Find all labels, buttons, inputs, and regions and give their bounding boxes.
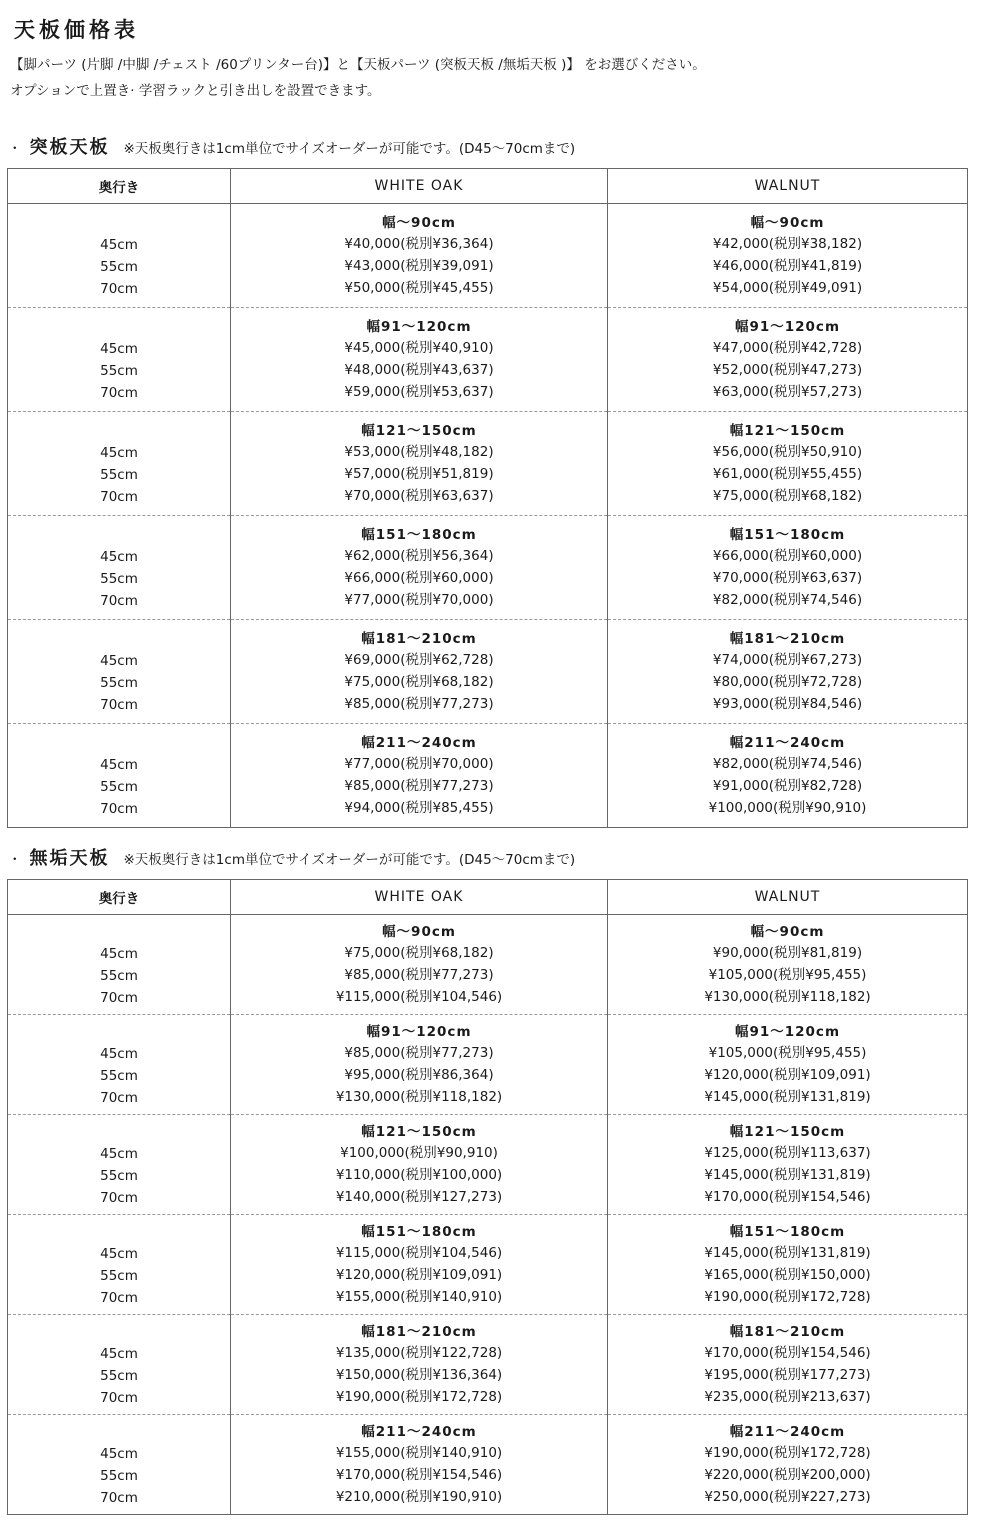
depth-label: 45cm xyxy=(100,756,138,773)
walnut-price-cell xyxy=(608,204,968,308)
depth-label: 45cm xyxy=(100,340,138,357)
depth-cell xyxy=(8,308,231,412)
depth-label: 55cm xyxy=(100,1067,138,1084)
price-text: ¥66,000(税別¥60,000) xyxy=(712,547,863,564)
walnut-price-cell xyxy=(608,1315,968,1415)
price-text: ¥82,000(税別¥74,546) xyxy=(712,755,863,772)
price-text: ¥40,000(税別¥36,364) xyxy=(344,235,494,252)
depth-label: 70cm xyxy=(100,280,138,297)
width-range: 幅151〜180cm xyxy=(361,526,477,543)
width-range: 幅91〜120cm xyxy=(366,1023,472,1040)
price-text: ¥53,000(税別¥48,182) xyxy=(344,443,494,460)
price-text: ¥130,000(税別¥118,182) xyxy=(335,1088,503,1105)
price-text: ¥45,000(税別¥40,910) xyxy=(344,339,494,356)
walnut-price-cell xyxy=(608,724,968,828)
column-header-depth: 奥行き xyxy=(8,880,231,915)
price-text: ¥170,000(税別¥154,546) xyxy=(335,1466,503,1483)
price-text: ¥220,000(税別¥200,000) xyxy=(704,1466,871,1483)
walnut-price-cell xyxy=(608,1015,968,1115)
width-range: 幅91〜120cm xyxy=(366,318,472,335)
column-header-depth: 奥行き xyxy=(8,169,231,204)
section-note: ※天板奥行きは1cm単位でサイズオーダーが可能です。(D45〜70cmまで) xyxy=(123,141,576,157)
price-text: ¥145,000(税別¥131,819) xyxy=(704,1244,871,1261)
depth-cell xyxy=(8,204,231,308)
price-text: ¥77,000(税別¥70,000) xyxy=(344,755,494,772)
price-text: ¥94,000(税別¥85,455) xyxy=(344,799,494,816)
price-text: ¥145,000(税別¥131,819) xyxy=(704,1088,871,1105)
depth-label: 45cm xyxy=(100,236,138,253)
depth-label: 70cm xyxy=(100,384,138,401)
price-text: ¥135,000(税別¥122,728) xyxy=(335,1344,503,1361)
width-range: 幅121〜150cm xyxy=(729,422,846,439)
price-text: ¥48,000(税別¥43,637) xyxy=(344,361,494,378)
intro-line: 【脚パーツ (片脚 /中脚 /チェスト /60プリンター台)】と【天板パーツ (突板天板 /無垢天板 )】 をお選びください。 xyxy=(10,57,706,73)
white-oak-price-cell xyxy=(231,1215,608,1315)
price-text: ¥47,000(税別¥42,728) xyxy=(712,339,863,356)
price-text: ¥170,000(税別¥154,546) xyxy=(704,1344,871,1361)
depth-label: 55cm xyxy=(100,258,138,275)
price-text: ¥190,000(税別¥172,728) xyxy=(704,1288,871,1305)
depth-cell xyxy=(8,915,231,1015)
table-row xyxy=(8,915,968,1015)
depth-label: 55cm xyxy=(100,466,138,483)
price-text: ¥155,000(税別¥140,910) xyxy=(335,1288,503,1305)
price-text: ¥125,000(税別¥113,637) xyxy=(704,1144,871,1161)
table-header-row xyxy=(8,169,968,204)
table-row xyxy=(8,724,968,828)
depth-label: 45cm xyxy=(100,945,138,962)
price-text: ¥105,000(税別¥95,455) xyxy=(708,1044,867,1061)
depth-spacer xyxy=(8,1121,230,1143)
price-text: ¥91,000(税別¥82,728) xyxy=(712,777,863,794)
price-text: ¥140,000(税別¥127,273) xyxy=(335,1188,503,1205)
white-oak-price-cell xyxy=(231,915,608,1015)
price-text: ¥59,000(税別¥53,637) xyxy=(344,383,494,400)
width-range: 幅91〜120cm xyxy=(734,1023,841,1040)
white-oak-price-cell xyxy=(231,620,608,724)
depth-label: 55cm xyxy=(100,362,138,379)
width-range: 幅151〜180cm xyxy=(361,1223,477,1240)
section-note: ※天板奥行きは1cm単位でサイズオーダーが可能です。(D45〜70cmまで) xyxy=(123,852,576,868)
depth-spacer xyxy=(8,524,230,546)
price-text: ¥70,000(税別¥63,637) xyxy=(344,487,494,504)
depth-label: 70cm xyxy=(100,1389,138,1406)
price-text: ¥75,000(税別¥68,182) xyxy=(344,673,494,690)
depth-label: 70cm xyxy=(100,488,138,505)
depth-label: 70cm xyxy=(100,1489,138,1506)
depth-label: 70cm xyxy=(100,800,138,817)
price-text: ¥85,000(税別¥77,273) xyxy=(344,695,494,712)
walnut-price-cell xyxy=(608,1415,968,1515)
walnut-price-cell xyxy=(608,1115,968,1215)
depth-label: 70cm xyxy=(100,1289,138,1306)
price-text: ¥93,000(税別¥84,546) xyxy=(712,695,863,712)
price-text: ¥110,000(税別¥100,000) xyxy=(335,1166,503,1183)
price-table-solid xyxy=(7,879,968,1515)
depth-label: 45cm xyxy=(100,1145,138,1162)
depth-spacer xyxy=(8,1321,230,1343)
depth-spacer xyxy=(8,1221,230,1243)
depth-label: 45cm xyxy=(100,1045,138,1062)
price-text: ¥52,000(税別¥47,273) xyxy=(712,361,863,378)
depth-label: 70cm xyxy=(100,989,138,1006)
width-range: 幅211〜240cm xyxy=(729,1423,846,1440)
price-text: ¥85,000(税別¥77,273) xyxy=(344,777,494,794)
page-title: 天板価格表 xyxy=(14,18,139,42)
width-range: 幅〜90cm xyxy=(382,214,456,231)
section-name: 突板天板 xyxy=(29,137,110,158)
price-text: ¥115,000(税別¥104,546) xyxy=(335,988,503,1005)
table-row xyxy=(8,1315,968,1415)
price-text: ¥195,000(税別¥177,273) xyxy=(704,1366,871,1383)
depth-label: 45cm xyxy=(100,548,138,565)
table-row xyxy=(8,1415,968,1515)
price-text: ¥145,000(税別¥131,819) xyxy=(704,1166,871,1183)
price-text: ¥80,000(税別¥72,728) xyxy=(712,673,863,690)
price-text: ¥165,000(税別¥150,000) xyxy=(704,1266,871,1283)
depth-label: 55cm xyxy=(100,1367,138,1384)
price-text: ¥130,000(税別¥118,182) xyxy=(704,988,871,1005)
width-range: 幅181〜210cm xyxy=(361,630,477,647)
price-text: ¥42,000(税別¥38,182) xyxy=(712,235,863,252)
bullet: ・ xyxy=(8,852,22,868)
width-range: 幅151〜180cm xyxy=(729,526,846,543)
width-range: 幅181〜210cm xyxy=(729,1323,846,1340)
price-text: ¥150,000(税別¥136,364) xyxy=(335,1366,503,1383)
white-oak-price-cell xyxy=(231,308,608,412)
depth-label: 55cm xyxy=(100,778,138,795)
price-text: ¥235,000(税別¥213,637) xyxy=(704,1388,871,1405)
width-range: 幅121〜150cm xyxy=(361,1123,477,1140)
width-range: 幅211〜240cm xyxy=(361,734,477,751)
depth-label: 70cm xyxy=(100,1189,138,1206)
price-text: ¥120,000(税別¥109,091) xyxy=(335,1266,503,1283)
table-row xyxy=(8,412,968,516)
intro-line: オプションで上置き· 学習ラックと引き出しを設置できます。 xyxy=(10,83,381,99)
width-range: 幅181〜210cm xyxy=(361,1323,477,1340)
width-range: 幅〜90cm xyxy=(750,214,825,231)
walnut-price-cell xyxy=(608,620,968,724)
price-text: ¥100,000(税別¥90,910) xyxy=(708,799,867,816)
depth-cell xyxy=(8,1115,231,1215)
white-oak-price-cell xyxy=(231,1115,608,1215)
price-text: ¥155,000(税別¥140,910) xyxy=(335,1444,503,1461)
white-oak-price-cell xyxy=(231,412,608,516)
depth-label: 45cm xyxy=(100,444,138,461)
price-text: ¥43,000(税別¥39,091) xyxy=(344,257,494,274)
price-text: ¥56,000(税別¥50,910) xyxy=(712,443,863,460)
white-oak-price-cell xyxy=(231,204,608,308)
price-text: ¥50,000(税別¥45,455) xyxy=(344,279,494,296)
depth-label: 55cm xyxy=(100,967,138,984)
price-text: ¥250,000(税別¥227,273) xyxy=(704,1488,871,1505)
depth-label: 55cm xyxy=(100,1467,138,1484)
depth-spacer xyxy=(8,1021,230,1043)
width-range: 幅211〜240cm xyxy=(361,1423,477,1440)
price-text: ¥82,000(税別¥74,546) xyxy=(712,591,863,608)
width-range: 幅91〜120cm xyxy=(734,318,841,335)
depth-cell xyxy=(8,412,231,516)
price-text: ¥100,000(税別¥90,910) xyxy=(340,1144,498,1161)
table-row xyxy=(8,1115,968,1215)
table-header-row xyxy=(8,880,968,915)
white-oak-price-cell xyxy=(231,1415,608,1515)
width-range: 幅181〜210cm xyxy=(729,630,846,647)
price-text: ¥170,000(税別¥154,546) xyxy=(704,1188,871,1205)
price-text: ¥210,000(税別¥190,910) xyxy=(335,1488,503,1505)
price-text: ¥190,000(税別¥172,728) xyxy=(335,1388,503,1405)
depth-label: 70cm xyxy=(100,1089,138,1106)
bullet: ・ xyxy=(8,141,22,157)
table-row xyxy=(8,1015,968,1115)
depth-cell xyxy=(8,620,231,724)
price-text: ¥46,000(税別¥41,819) xyxy=(712,257,863,274)
price-table-veneer xyxy=(7,168,968,828)
price-text: ¥75,000(税別¥68,182) xyxy=(712,487,863,504)
price-text: ¥115,000(税別¥104,546) xyxy=(335,1244,503,1261)
walnut-price-cell xyxy=(608,308,968,412)
white-oak-price-cell xyxy=(231,516,608,620)
price-text: ¥54,000(税別¥49,091) xyxy=(712,279,863,296)
price-text: ¥90,000(税別¥81,819) xyxy=(712,944,863,961)
price-text: ¥62,000(税別¥56,364) xyxy=(344,547,494,564)
table-row xyxy=(8,620,968,724)
price-text: ¥85,000(税別¥77,273) xyxy=(344,1044,494,1061)
price-text: ¥77,000(税別¥70,000) xyxy=(344,591,494,608)
column-header-white-oak: WHITE OAK xyxy=(231,169,608,204)
table-row xyxy=(8,1215,968,1315)
width-range: 幅121〜150cm xyxy=(729,1123,846,1140)
depth-spacer xyxy=(8,316,230,338)
depth-spacer xyxy=(8,1421,230,1443)
width-range: 幅151〜180cm xyxy=(729,1223,846,1240)
price-text: ¥75,000(税別¥68,182) xyxy=(344,944,494,961)
white-oak-price-cell xyxy=(231,724,608,828)
depth-spacer xyxy=(8,628,230,650)
price-text: ¥70,000(税別¥63,637) xyxy=(712,569,863,586)
section-name: 無垢天板 xyxy=(29,848,110,869)
depth-cell xyxy=(8,1215,231,1315)
table-row xyxy=(8,204,968,308)
white-oak-price-cell xyxy=(231,1015,608,1115)
depth-label: 55cm xyxy=(100,674,138,691)
section-title-solid xyxy=(8,844,575,870)
price-text: ¥74,000(税別¥67,273) xyxy=(712,651,863,668)
walnut-price-cell xyxy=(608,915,968,1015)
depth-spacer xyxy=(8,921,230,943)
column-header-white-oak: WHITE OAK xyxy=(231,880,608,915)
width-range: 幅121〜150cm xyxy=(361,422,477,439)
depth-cell xyxy=(8,1015,231,1115)
price-text: ¥190,000(税別¥172,728) xyxy=(704,1444,871,1461)
column-header-walnut: WALNUT xyxy=(608,880,968,915)
intro-text xyxy=(10,52,706,104)
price-text: ¥105,000(税別¥95,455) xyxy=(708,966,867,983)
price-text: ¥61,000(税別¥55,455) xyxy=(712,465,863,482)
price-text: ¥95,000(税別¥86,364) xyxy=(344,1066,494,1083)
price-text: ¥69,000(税別¥62,728) xyxy=(344,651,494,668)
depth-label: 45cm xyxy=(100,652,138,669)
width-range: 幅211〜240cm xyxy=(729,734,846,751)
price-text: ¥120,000(税別¥109,091) xyxy=(704,1066,871,1083)
depth-spacer xyxy=(8,212,230,234)
price-text: ¥66,000(税別¥60,000) xyxy=(344,569,494,586)
price-text: ¥57,000(税別¥51,819) xyxy=(344,465,494,482)
depth-spacer xyxy=(8,420,230,442)
depth-label: 70cm xyxy=(100,592,138,609)
walnut-price-cell xyxy=(608,516,968,620)
depth-label: 55cm xyxy=(100,1167,138,1184)
walnut-price-cell xyxy=(608,1215,968,1315)
column-header-walnut: WALNUT xyxy=(608,169,968,204)
depth-cell xyxy=(8,724,231,828)
depth-cell xyxy=(8,516,231,620)
width-range: 幅〜90cm xyxy=(750,923,825,940)
table-row xyxy=(8,308,968,412)
white-oak-price-cell xyxy=(231,1315,608,1415)
depth-label: 70cm xyxy=(100,696,138,713)
walnut-price-cell xyxy=(608,412,968,516)
depth-label: 55cm xyxy=(100,570,138,587)
depth-cell xyxy=(8,1415,231,1515)
table-row xyxy=(8,516,968,620)
depth-cell xyxy=(8,1315,231,1415)
depth-label: 45cm xyxy=(100,1445,138,1462)
price-text: ¥85,000(税別¥77,273) xyxy=(344,966,494,983)
depth-label: 55cm xyxy=(100,1267,138,1284)
section-title-veneer xyxy=(8,133,575,159)
price-text: ¥63,000(税別¥57,273) xyxy=(712,383,863,400)
depth-label: 45cm xyxy=(100,1345,138,1362)
depth-spacer xyxy=(8,732,230,754)
depth-label: 45cm xyxy=(100,1245,138,1262)
width-range: 幅〜90cm xyxy=(382,923,456,940)
